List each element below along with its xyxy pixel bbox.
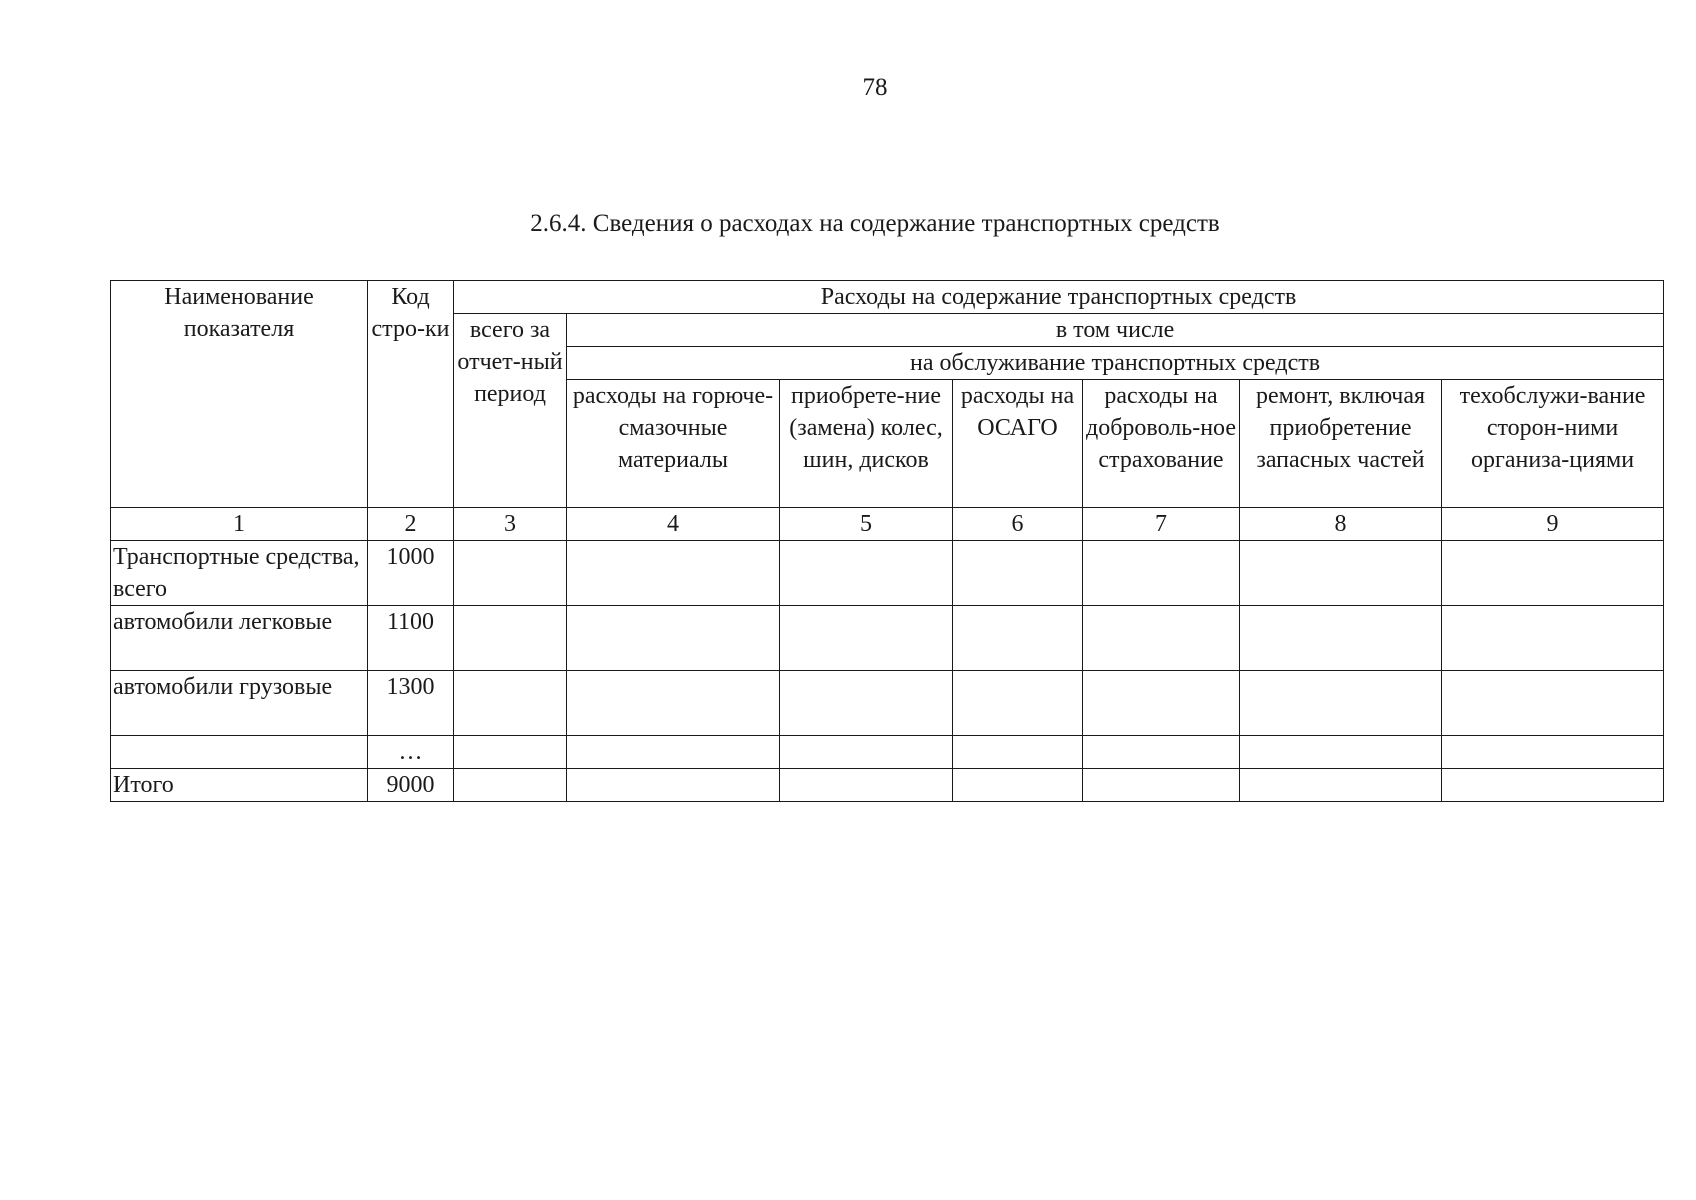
data-cell xyxy=(1442,736,1664,769)
data-cell xyxy=(1442,769,1664,802)
column-number: 3 xyxy=(454,508,567,541)
data-cell xyxy=(1083,736,1240,769)
table-row xyxy=(111,736,1664,769)
row-name: Транспортные средства, всего xyxy=(111,541,368,606)
data-cell xyxy=(454,606,567,671)
data-cell xyxy=(1083,541,1240,606)
header-osago: расходы на ОСАГО xyxy=(953,380,1083,508)
data-cell xyxy=(454,541,567,606)
header-service-group: на обслуживание транспортных средств xyxy=(567,347,1664,380)
header-third-party-maintenance: техобслужи-вание сторон-ними организа-циями xyxy=(1442,380,1664,508)
data-cell xyxy=(1442,671,1664,736)
data-cell xyxy=(567,736,780,769)
column-number: 9 xyxy=(1442,508,1664,541)
data-cell xyxy=(953,606,1083,671)
data-cell xyxy=(1083,671,1240,736)
data-cell xyxy=(780,736,953,769)
data-cell xyxy=(1240,671,1442,736)
data-cell xyxy=(953,671,1083,736)
data-cell xyxy=(567,541,780,606)
data-cell xyxy=(1240,736,1442,769)
row-code: 1100 xyxy=(368,606,454,671)
table-row xyxy=(111,541,1664,606)
data-cell xyxy=(567,769,780,802)
row-name: автомобили грузовые xyxy=(111,671,368,736)
column-number-row xyxy=(111,508,1664,541)
header-indicator-name: Наименование показателя xyxy=(111,281,368,508)
table-row-total xyxy=(111,769,1664,802)
header-fuel-lubricants: расходы на горюче-смазочные материалы xyxy=(567,380,780,508)
header-voluntary-insurance: расходы на доброволь-ное страхование xyxy=(1083,380,1240,508)
table-title: 2.6.4. Сведения о расходах на содержание транспортных средств xyxy=(530,210,1220,237)
row-name xyxy=(111,736,368,769)
row-code: … xyxy=(368,736,454,769)
data-cell xyxy=(1083,606,1240,671)
row-code: 1300 xyxy=(368,671,454,736)
header-wheels-tires: приобрете-ние (замена) колес, шин, дисков xyxy=(780,380,953,508)
data-cell xyxy=(780,541,953,606)
data-cell xyxy=(454,671,567,736)
row-code: 1000 xyxy=(368,541,454,606)
data-cell xyxy=(1240,769,1442,802)
data-cell xyxy=(953,736,1083,769)
table-row xyxy=(111,606,1664,671)
data-cell xyxy=(953,769,1083,802)
table-row xyxy=(111,671,1664,736)
data-cell xyxy=(1240,606,1442,671)
data-cell xyxy=(454,736,567,769)
row-code: 9000 xyxy=(368,769,454,802)
data-cell xyxy=(953,541,1083,606)
header-total-period: всего за отчет-ный период xyxy=(454,314,567,508)
data-cell xyxy=(780,606,953,671)
data-cell xyxy=(780,671,953,736)
column-number: 6 xyxy=(953,508,1083,541)
data-cell xyxy=(454,769,567,802)
expenses-table xyxy=(110,280,1664,802)
header-repair-parts: ремонт, включая приобретение запасных частей xyxy=(1240,380,1442,508)
column-number: 7 xyxy=(1083,508,1240,541)
column-number: 2 xyxy=(368,508,454,541)
column-number: 4 xyxy=(567,508,780,541)
page-number: 78 xyxy=(862,74,888,101)
row-name: автомобили легковые xyxy=(111,606,368,671)
data-cell xyxy=(567,671,780,736)
column-number: 5 xyxy=(780,508,953,541)
header-expenses-group: Расходы на содержание транспортных средств xyxy=(454,281,1664,314)
header-row-1 xyxy=(111,281,1664,314)
header-row-code: Код стро-ки xyxy=(368,281,454,508)
column-number: 8 xyxy=(1240,508,1442,541)
data-cell xyxy=(1442,541,1664,606)
column-number: 1 xyxy=(111,508,368,541)
header-including-group: в том числе xyxy=(567,314,1664,347)
data-cell xyxy=(1083,769,1240,802)
data-cell xyxy=(1240,541,1442,606)
data-cell xyxy=(567,606,780,671)
row-name: Итого xyxy=(111,769,368,802)
data-cell xyxy=(1442,606,1664,671)
data-cell xyxy=(780,769,953,802)
